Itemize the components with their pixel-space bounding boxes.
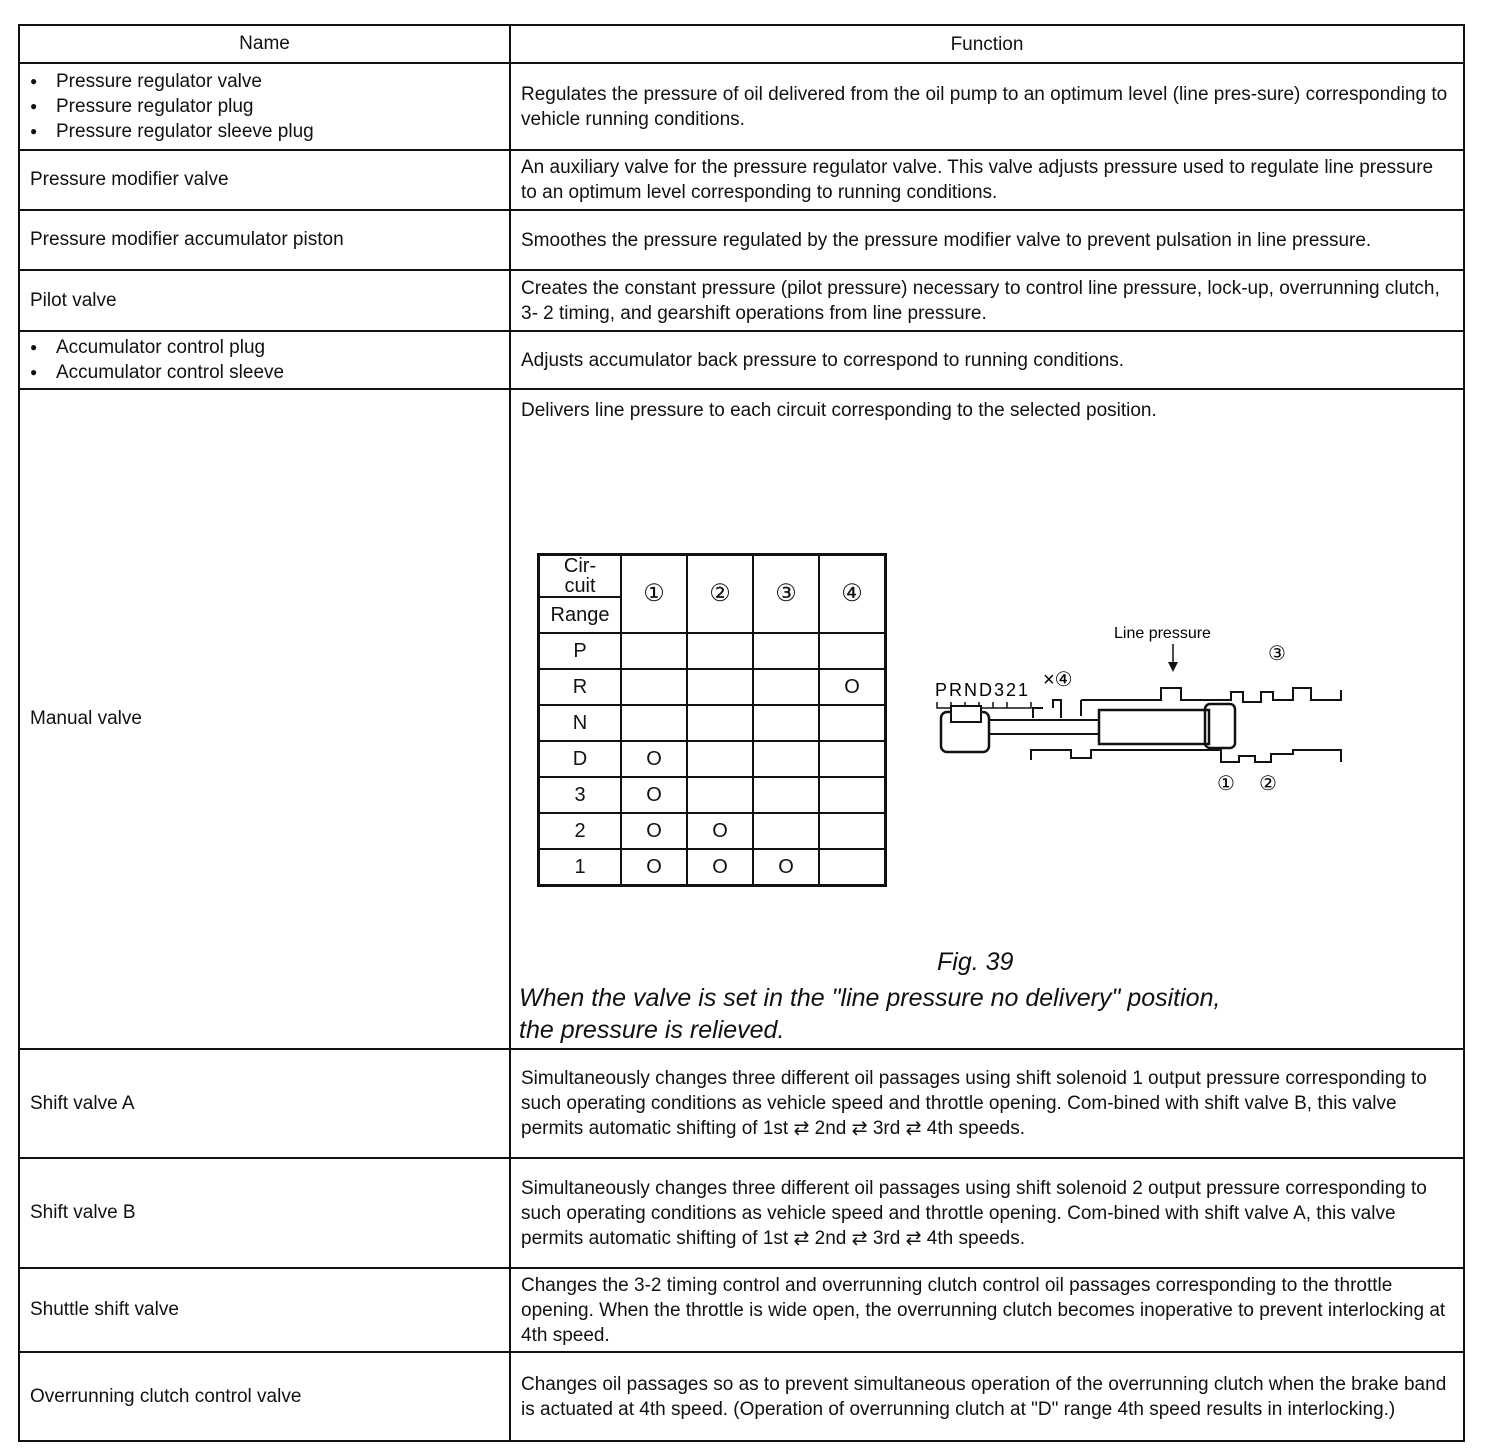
table-cell <box>753 633 819 669</box>
table-cell: O <box>819 669 886 705</box>
circuit-header: ④ <box>819 555 886 634</box>
header-row <box>20 26 1463 64</box>
table-cell: O <box>621 813 687 849</box>
manual-valve-description: Delivers line pressure to each circuit corresponding to the selected position. <box>521 400 1157 421</box>
name-cell <box>20 64 511 149</box>
table-cell <box>687 669 753 705</box>
table-cell <box>819 777 886 813</box>
name-cell: Pressure modifier valve <box>20 151 511 209</box>
valve-function-table <box>18 24 1465 1442</box>
table-row <box>20 1159 1463 1269</box>
range-label: R <box>539 669 622 705</box>
table-cell <box>819 705 886 741</box>
function-cell: Regulates the pressure of oil delivered from the oil pump to an optimum level (line pres-sure) corresponding to vehicle running conditions. <box>521 83 1448 130</box>
name-cell: Pressure modifier accumulator piston <box>20 211 511 269</box>
table-row <box>20 151 1463 211</box>
name-cell: Shuttle shift valve <box>20 1269 511 1351</box>
name-cell: Pilot valve <box>20 271 511 330</box>
circuit-corner-label <box>539 555 622 598</box>
table-cell <box>621 669 687 705</box>
range-label: P <box>539 633 622 669</box>
function-cell: Simultaneously changes three different oil passages using shift solenoid 2 output pressure corresponding to such operating conditions as vehicle speed and throttle opening. Com-bined with shift valve A, this valve permits automatic shifting of 1st ⇄ 2nd ⇄ 3rd ⇄ 4th speeds. <box>521 1177 1427 1249</box>
table-cell <box>753 705 819 741</box>
function-cell: Changes the 3-2 timing control and overrunning clutch control oil passages corresponding to the throttle opening. When the throttle is wide open, the overrunning clutch becomes inoperative to prevent interlocking at 4th speed. <box>521 1274 1446 1346</box>
valve-clevis <box>951 706 981 722</box>
port-3-label: ③ <box>1268 643 1286 665</box>
range-label: 3 <box>539 777 622 813</box>
table-row <box>20 1050 1463 1159</box>
range-corner-label: Range <box>539 597 622 633</box>
list-item: ● Accumulator control plug <box>30 335 499 360</box>
no-delivery-label: ×④ <box>1043 669 1073 691</box>
table-row <box>20 1353 1463 1440</box>
table-row <box>20 1269 1463 1353</box>
table-cell <box>753 741 819 777</box>
table-cell <box>819 849 886 886</box>
table-cell: O <box>687 849 753 886</box>
function-cell: Adjusts accumulator back pressure to correspond to running conditions. <box>521 349 1125 371</box>
valve-spool <box>1099 710 1209 744</box>
function-cell <box>511 390 1463 1048</box>
list-item: ● Pressure regulator plug <box>30 94 499 119</box>
range-label: N <box>539 705 622 741</box>
function-cell: Creates the constant pressure (pilot pressure) necessary to control line pressure, lock-up, overrunning clutch, 3- 2 timing, and gearshift operations from line pressure. <box>521 277 1440 324</box>
range-label: D <box>539 741 622 777</box>
table-cell <box>753 777 819 813</box>
table-row <box>20 332 1463 390</box>
name-cell: Overrunning clutch control valve <box>20 1353 511 1440</box>
table-cell: O <box>687 813 753 849</box>
table-cell <box>753 813 819 849</box>
circuit-header: ③ <box>753 555 819 634</box>
circuit-header: ② <box>687 555 753 634</box>
range-label: 2 <box>539 813 622 849</box>
table-cell <box>687 633 753 669</box>
list-item: ● Pressure regulator sleeve plug <box>30 119 499 144</box>
name-cell <box>20 332 511 388</box>
table-cell: O <box>621 849 687 886</box>
table-cell: O <box>621 777 687 813</box>
table-row <box>20 271 1463 332</box>
table-cell: O <box>753 849 819 886</box>
valve-rod <box>989 720 1099 734</box>
port-2-label: ② <box>1259 773 1277 795</box>
valve-body-top <box>1033 688 1341 718</box>
corner-top-label: Cir-cuit <box>563 555 597 597</box>
list-item: ● Accumulator control sleeve <box>30 360 499 385</box>
name-cell: Shift valve B <box>20 1159 511 1267</box>
circuit-range-table <box>537 553 887 887</box>
function-cell: An auxiliary valve for the pressure regulator valve. This valve adjusts pressure used to regulate line pressure to an optimum level corresponding to running conditions. <box>521 157 1434 203</box>
table-cell <box>753 669 819 705</box>
manual-valve-diagram <box>921 600 1371 800</box>
table-row <box>20 211 1463 271</box>
range-label: 1 <box>539 849 622 886</box>
table-cell <box>819 813 886 849</box>
table-row <box>20 64 1463 151</box>
line-pressure-label: Line pressure <box>1114 625 1211 642</box>
table-cell <box>621 633 687 669</box>
figure-note <box>519 982 1220 1046</box>
circuit-header: ① <box>621 555 687 634</box>
table-cell <box>687 777 753 813</box>
name-cell: Shift valve A <box>20 1050 511 1157</box>
table-cell <box>621 705 687 741</box>
function-cell: Simultaneously changes three different oil passages using shift solenoid 1 output pressure corresponding to such operating conditions as vehicle speed and throttle opening. Com-bined with shift valve B, this valve permits automatic shifting of 1st ⇄ 2nd ⇄ 3rd ⇄ 4th speeds. <box>521 1068 1427 1139</box>
port-1-label: ① <box>1217 773 1235 795</box>
positions-label: PRND321 <box>935 680 1031 700</box>
function-cell: Changes oil passages so as to prevent simultaneous operation of the overrunning clutch when the brake band is actuated at 4th speed. (Operation of overrunning clutch at "D" range 4th speed results in interlocking.) <box>521 1373 1447 1420</box>
function-column-header: Function <box>950 33 1024 55</box>
note-line: When the valve is set in the "line pressure no delivery" position, <box>519 984 1221 1012</box>
list-item: ● Pressure regulator valve <box>30 69 499 94</box>
name-column-header: Name <box>20 26 511 62</box>
note-line: the pressure is relieved. <box>519 1016 785 1044</box>
name-cell: Manual valve <box>20 390 511 1048</box>
table-cell: O <box>621 741 687 777</box>
function-cell: Smoothes the pressure regulated by the pressure modifier valve to prevent pulsation in line pressure. <box>521 229 1372 251</box>
arrow-head <box>1168 662 1178 672</box>
table-cell <box>819 741 886 777</box>
table-cell <box>687 741 753 777</box>
table-cell <box>819 633 886 669</box>
valve-body-bottom <box>1031 750 1341 762</box>
manual-valve-row <box>20 390 1463 1050</box>
table-cell <box>687 705 753 741</box>
figure-caption: Fig. 39 <box>937 948 1014 976</box>
